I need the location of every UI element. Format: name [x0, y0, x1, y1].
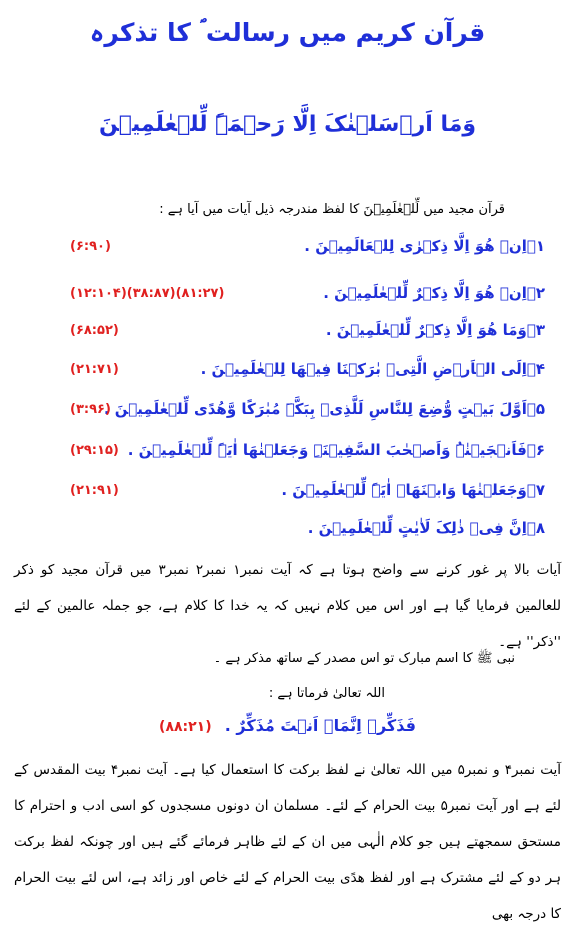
page-title: قرآن کریم میں رسالت ؐ کا تذکرہ — [89, 18, 486, 47]
verse-reference: (۲۱:۹۱) — [70, 482, 119, 498]
verse-text: ۷۔وَجَعَلۡنٰھَا وَابۡنَھَاۤ اٰیَۃً لِّلۡعٰلَمِیۡنَ . — [281, 481, 545, 499]
nabi-line: نبی ﷺ کا اسم مبارک تو اس مصدر کے ساتھ مذکر ہے ۔ — [213, 651, 515, 666]
verse-text: ۶۔فَاَنۡجَیۡنٰہُ وَاَصۡحٰبَ السَّفِیۡنَۃِ وَجَعَلۡنٰھَا اٰیَۃً لِّلۡعٰلَمِیۡنَ . — [127, 441, 545, 459]
verse-text: ۱۔اِنۡ ھُوَ اِلَّا ذِکۡرٰی لِلۡعَالَمِیۡنَ . — [304, 237, 545, 255]
verse-reference: (۳:۹۶) — [70, 401, 111, 417]
verse-text: ۸۔اِنَّ فِیۡ ذٰلِکَ لَاٰیٰتٍ لِّلۡعٰلَمِیۡنَ . — [307, 519, 545, 537]
intro-text: قرآن مجید میں لِّلۡعٰلَمِیۡنَ کا لفظ مندرجہ ذیل آیات میں آیا ہے : — [159, 202, 505, 217]
verse-reference: (۲۹:۱۵) — [70, 442, 119, 458]
verse-row — [50, 356, 545, 382]
verse-row — [50, 437, 545, 463]
verse-row — [50, 280, 545, 306]
verse-text: ۳۔وَمَا ھُوَ اِلَّا ذِکۡرٌ لِّلۡعٰلَمِیۡنَ . — [325, 321, 545, 339]
quote-line — [0, 716, 575, 735]
verse-reference: (۶:۹۰) — [70, 238, 111, 254]
verse-row — [50, 396, 545, 422]
heading-verse: وَمَا اَرۡسَلۡنٰکَ اِلَّا رَحۡمَۃً لِّلۡعٰلَمِیۡنَ — [98, 112, 477, 137]
quote-reference: (۸۸:۲۱) — [159, 719, 212, 735]
verse-text: ۵۔اَوَّلَ بَیۡتٍ وُّضِعَ لِلنَّاسِ لَلَّذِیۡ بِبَکَّۃَ مُبٰرَکًا وَّھُدًی لِّلۡعٰلَمِیۡنَ . — [103, 400, 545, 418]
verse-row — [50, 477, 545, 503]
quote-verse: فَذَکِّرۡ اِنَّمَاۤ اَنۡتَ مُذَکِّرٌ . — [224, 716, 416, 735]
verse-row — [50, 515, 545, 541]
paragraph-2: آیت نمبر۴ و نمبر۵ میں اللہ تعالیٰ نے لفظ برکت کا استعمال کیا ہے۔ آیت نمبر۴ بیت المقدس کے لئے ہے اور آیت نمبر۵ بیت الحرام کے لئے۔ مسلمان ان دونوں مسجدوں کو اسی ادب و احترام کا مستحق سمجھتے ہیں جو کلام الٰہی میں ان کے لئے ظاہر فرمائے گئے ہیں اور چونکہ لفظ برکت ہر دو کے لئے مشترک ہے اور لفظ ھدًی بیت الحرام کے لئے خاص اور زائد ہے، اس لئے بیت الحرام کا درجہ بھی — [14, 762, 562, 922]
verse-reference: (۶۸:۵۲) — [70, 322, 119, 338]
allah-line: اللہ تعالیٰ فرماتا ہے : — [268, 686, 385, 701]
verse-row — [50, 233, 545, 259]
verse-reference: (۱۲:۱۰۴)(۳۸:۸۷)(۸۱:۲۷) — [70, 285, 225, 301]
verse-reference: (۲۱:۷۱) — [70, 361, 119, 377]
verse-text: ۴۔اِلَی الۡاَرۡضِ الَّتِیۡ بٰرَکۡنَا فِیۡھَا لِلۡعٰلَمِیۡنَ . — [200, 360, 545, 378]
paragraph-1: آیات بالا پر غور کرنے سے واضح ہوتا ہے کہ آیت نمبر۱ نمبر۲ نمبر۳ میں قرآن مجید کو ذکر للعالمین فرمایا گیا ہے اور اس میں کلام نہیں کہ یہ خدا کا کلام ہے، جو جملہ عالمین کے لئے ''ذکر'' ہے۔ — [14, 562, 561, 650]
verse-text: ۲۔اِنۡ ھُوَ اِلَّا ذِکۡرٌ لِّلۡعٰلَمِیۡنَ . — [323, 284, 545, 302]
verse-row — [50, 317, 545, 343]
